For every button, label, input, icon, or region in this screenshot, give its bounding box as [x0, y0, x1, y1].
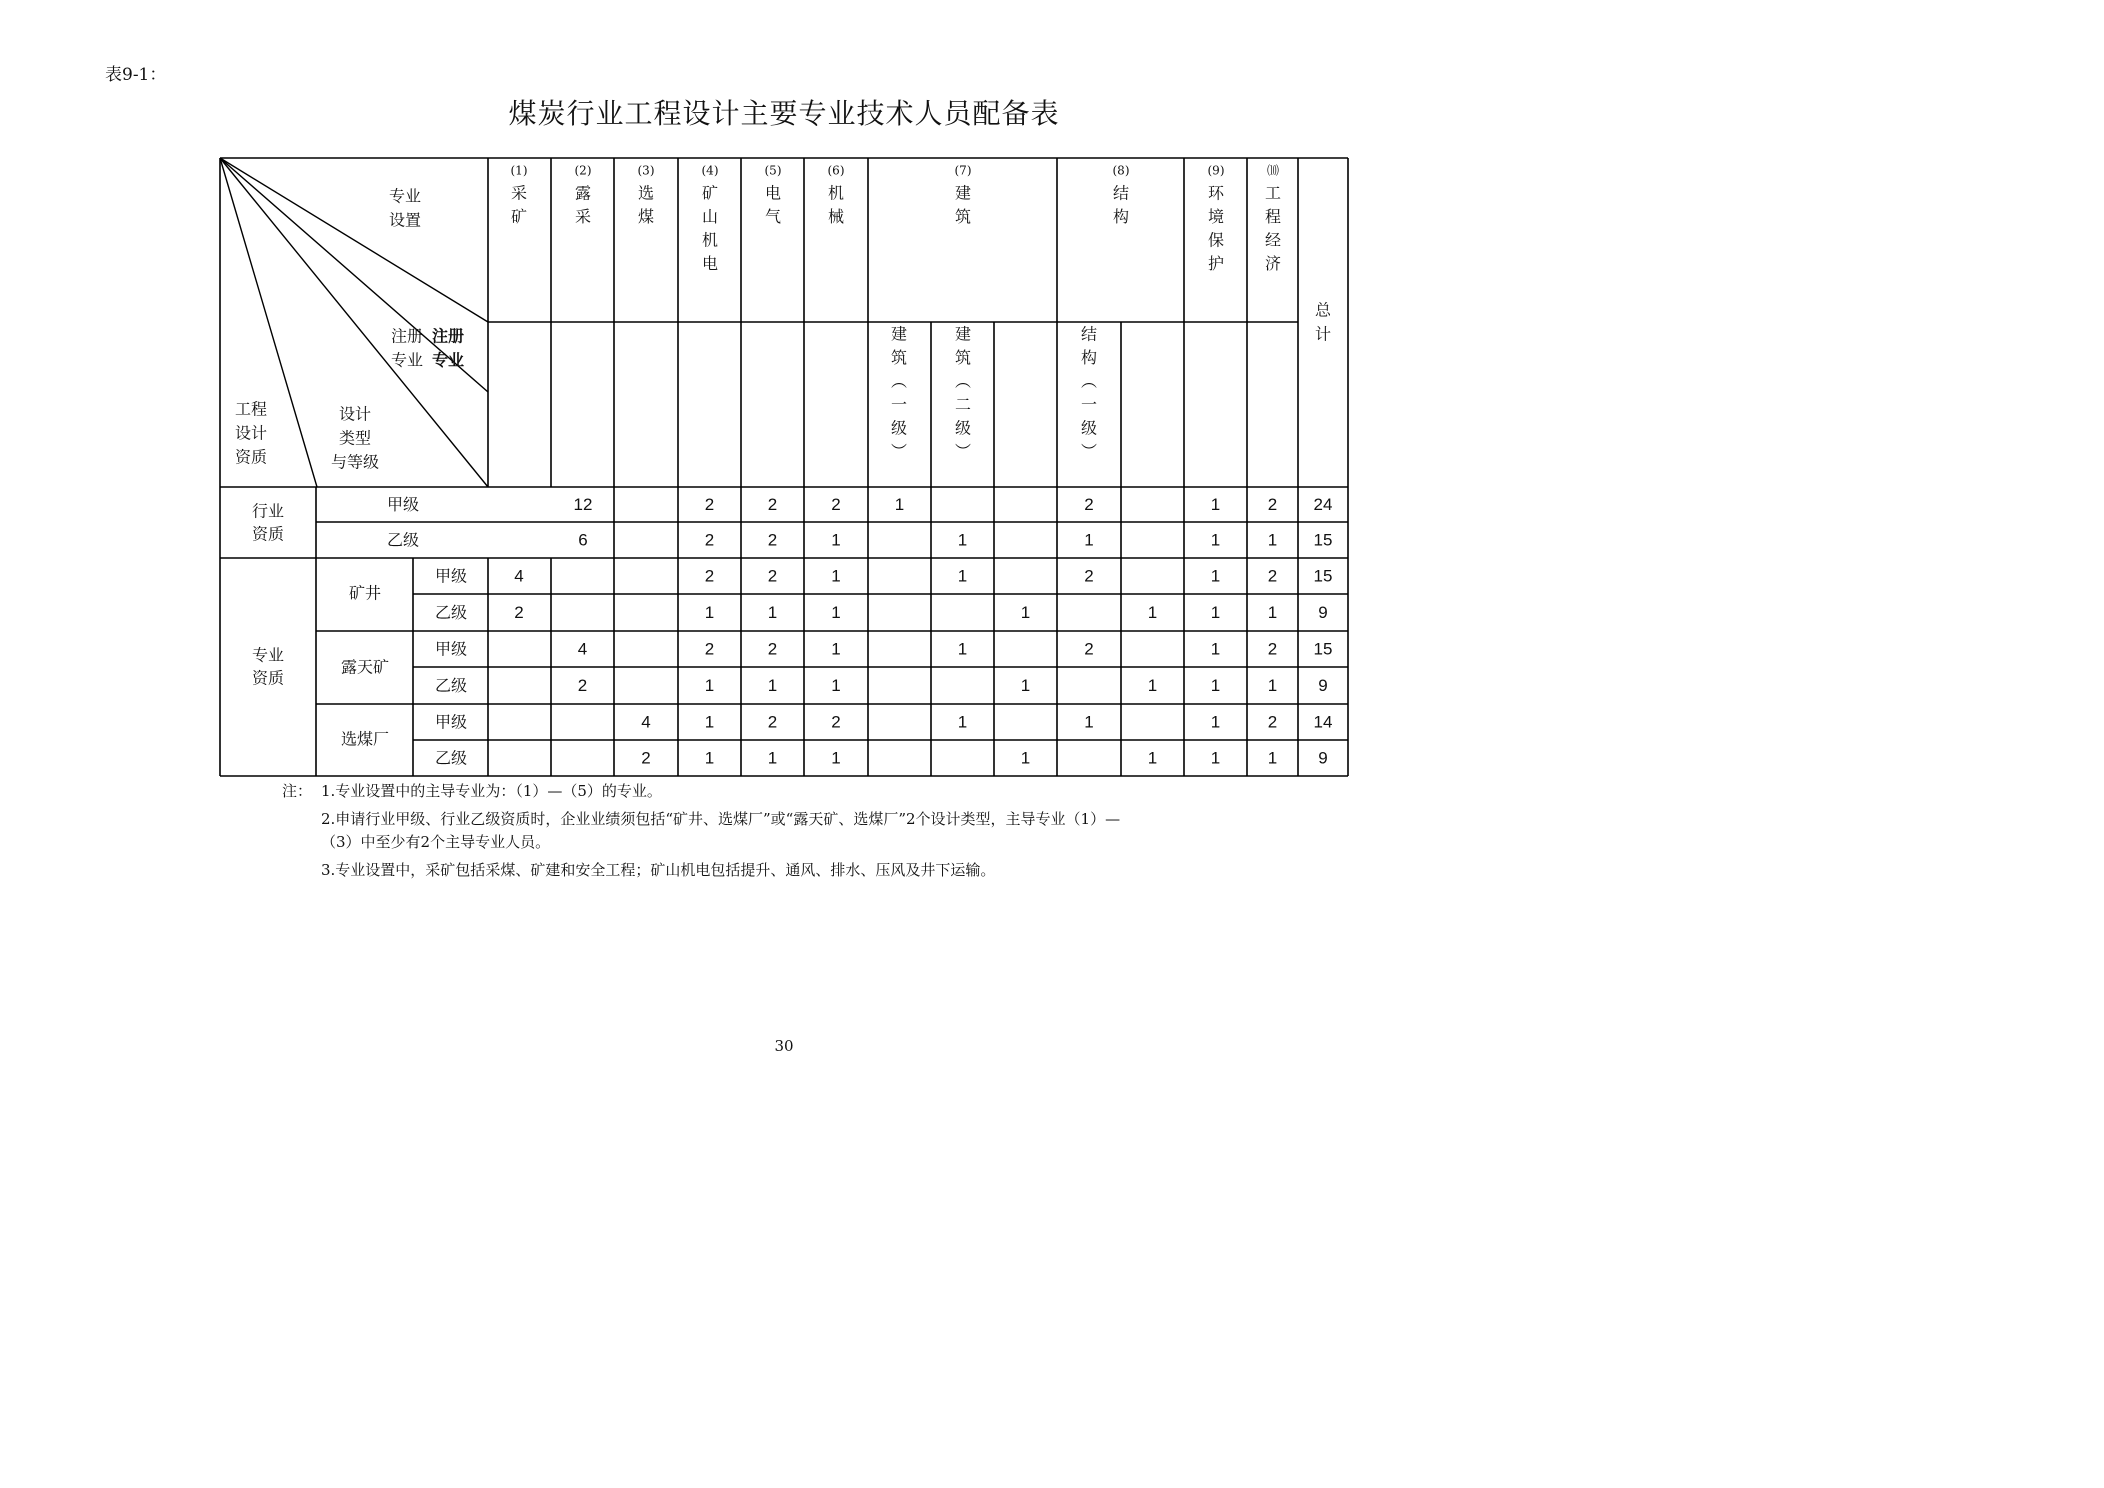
- value-cell: 2: [704, 530, 715, 550]
- value-cell: 1: [831, 566, 841, 586]
- specialty-number: (8): [1112, 163, 1130, 178]
- value-cell: 1: [1210, 602, 1221, 622]
- header-registered-label: 专业: [390, 350, 424, 370]
- value-cell: 1: [957, 712, 968, 732]
- registered-specialty-name: 二: [954, 395, 972, 414]
- group-label-professional: 专业: [251, 645, 285, 665]
- registered-specialty-name: ︵: [890, 371, 908, 391]
- value-cell: 1: [1147, 602, 1158, 622]
- registered-specialty-name: ︵: [1080, 371, 1098, 391]
- value-cell: 2: [704, 566, 715, 586]
- value-cell: 1: [767, 602, 778, 622]
- specialty-name: 电: [764, 183, 782, 203]
- total-cell: 9: [1318, 675, 1328, 695]
- value-cell: 1: [1210, 566, 1221, 586]
- value-cell: 1: [1084, 712, 1094, 732]
- value-cell: 1: [767, 748, 778, 768]
- design-type-label: 选煤厂: [340, 729, 390, 749]
- merged-value-cell: 6: [578, 530, 588, 550]
- value-cell: 4: [577, 639, 588, 659]
- header-specialty-label: 设置: [388, 210, 422, 230]
- value-cell: 1: [1210, 639, 1221, 659]
- header-specialty-label: 专业: [388, 186, 422, 206]
- value-cell: 2: [767, 639, 778, 659]
- value-cell: 1: [957, 566, 968, 586]
- specialty-name: 械: [827, 207, 845, 226]
- specialty-name: 筑: [954, 207, 972, 226]
- value-cell: 1: [894, 494, 905, 514]
- value-cell: 2: [831, 712, 841, 732]
- header-qualification-label: 资质: [234, 447, 268, 467]
- specialty-name: 经: [1264, 230, 1282, 250]
- total-cell: 24: [1313, 494, 1333, 514]
- header-design-type-label: 类型: [338, 428, 372, 448]
- value-cell: 1: [1210, 675, 1221, 695]
- header-design-type-label: 与等级: [330, 452, 380, 472]
- value-cell: 2: [1084, 639, 1094, 659]
- registered-specialty-name: 一: [890, 395, 908, 414]
- value-cell: 1: [1267, 602, 1278, 622]
- total-header: 总: [1314, 300, 1332, 320]
- registered-specialty-name: ︵: [954, 371, 972, 391]
- header-registered-label-bold: 专业: [431, 350, 465, 370]
- grade-label: 乙级: [434, 603, 468, 622]
- registered-specialty-name: 级: [1080, 418, 1098, 438]
- specialty-number: (6): [827, 163, 845, 178]
- value-cell: 2: [767, 494, 778, 514]
- value-cell: 1: [1020, 748, 1031, 768]
- group-label-industry: 资质: [251, 524, 285, 544]
- note-3: 3.专业设置中，采矿包括采煤、矿建和安全工程；矿山机电包括提升、通风、排水、压风及井下运输。: [321, 861, 996, 879]
- specialty-number: (2): [574, 163, 592, 178]
- specialty-name: 环: [1207, 183, 1225, 203]
- specialty-name: 矿: [510, 207, 528, 226]
- specialty-number: (4): [701, 163, 719, 178]
- value-cell: 2: [767, 566, 778, 586]
- grade-label: 乙级: [434, 748, 468, 768]
- specialty-name: 境: [1207, 207, 1225, 226]
- value-cell: 2: [514, 602, 524, 622]
- value-cell: 2: [1267, 639, 1278, 659]
- value-cell: 1: [1147, 748, 1158, 768]
- specialty-number: (3): [637, 163, 655, 178]
- specialty-name: 气: [764, 207, 782, 226]
- table-label: 表9-1：: [105, 65, 167, 85]
- note-2-line-1: 2.申请行业甲级、行业乙级资质时，企业业绩须包括“矿井、选煤厂”或“露天矿、选煤厂”2个设计类型，主导专业（1）—: [321, 810, 1121, 828]
- value-cell: 1: [831, 748, 841, 768]
- value-cell: 1: [1267, 748, 1278, 768]
- value-cell: 1: [831, 530, 841, 550]
- group-label-industry: 行业: [251, 501, 285, 521]
- page-number: 30: [774, 1037, 794, 1055]
- specialty-name: 程: [1264, 207, 1282, 226]
- registered-specialty-name: 结: [1080, 324, 1098, 344]
- specialty-name: 工: [1264, 183, 1282, 203]
- specialty-number: (5): [764, 163, 782, 178]
- specialty-name: 结: [1112, 183, 1130, 203]
- specialty-name: 选: [637, 183, 655, 203]
- design-type-label: 矿井: [348, 583, 382, 603]
- grade-label: 甲级: [434, 566, 468, 586]
- value-cell: 1: [1210, 494, 1221, 514]
- page-title: 煤炭行业工程设计主要专业技术人员配备表: [508, 97, 1060, 130]
- registered-specialty-name: 建: [890, 324, 908, 344]
- specialty-name: 护: [1207, 254, 1225, 273]
- registered-specialty-name: ︶: [890, 442, 908, 461]
- value-cell: 2: [704, 494, 715, 514]
- grade-label: 甲级: [386, 495, 420, 514]
- value-cell: 2: [1084, 494, 1094, 514]
- registered-specialty-name: 建: [954, 324, 972, 344]
- value-cell: 2: [1267, 712, 1278, 732]
- specialty-name: 机: [701, 230, 719, 250]
- value-cell: 1: [831, 602, 841, 622]
- total-cell: 15: [1313, 530, 1333, 550]
- note-2-line-2: （3）中至少有2个主导专业人员。: [321, 833, 551, 851]
- value-cell: 1: [1210, 530, 1221, 550]
- specialty-name: 采: [574, 207, 592, 226]
- value-cell: 1: [704, 712, 715, 732]
- design-type-label: 露天矿: [340, 657, 390, 677]
- value-cell: 1: [957, 639, 968, 659]
- header-qualification-label: 工程: [234, 399, 268, 419]
- value-cell: 1: [1147, 675, 1158, 695]
- specialty-number: (7): [954, 163, 972, 178]
- value-cell: 1: [704, 602, 715, 622]
- group-label-professional: 资质: [251, 668, 285, 688]
- specialty-number: ⑽: [1266, 163, 1280, 178]
- value-cell: 4: [641, 712, 651, 732]
- registered-specialty-name: 一: [1080, 395, 1098, 414]
- value-cell: 1: [704, 748, 715, 768]
- specialty-name: 建: [954, 183, 972, 203]
- value-cell: 4: [514, 566, 524, 586]
- value-cell: 1: [831, 639, 841, 659]
- diagonal-line-1: [220, 158, 488, 322]
- specialty-name: 露: [574, 183, 592, 203]
- value-cell: 1: [1020, 675, 1031, 695]
- specialty-number: (9): [1207, 163, 1225, 178]
- value-cell: 2: [831, 494, 841, 514]
- total-cell: 15: [1313, 639, 1333, 659]
- total-cell: 15: [1313, 566, 1333, 586]
- value-cell: 2: [1084, 566, 1094, 586]
- value-cell: 2: [641, 748, 651, 768]
- total-cell: 14: [1313, 712, 1333, 732]
- grade-label: 甲级: [434, 712, 468, 732]
- value-cell: 1: [1084, 530, 1094, 550]
- value-cell: 1: [1210, 712, 1221, 732]
- specialty-name: 矿: [701, 183, 719, 203]
- value-cell: 1: [704, 675, 715, 695]
- merged-value-cell: 12: [573, 494, 593, 514]
- specialty-name: 保: [1207, 230, 1225, 250]
- specialty-name: 机: [827, 183, 845, 203]
- specialty-name: 煤: [637, 207, 655, 226]
- grade-label: 乙级: [386, 530, 420, 550]
- value-cell: 2: [1267, 566, 1278, 586]
- specialty-name: 济: [1264, 254, 1282, 273]
- note-1: 1.专业设置中的主导专业为：（1）—（5）的专业。: [321, 782, 662, 800]
- registered-specialty-name: 构: [1080, 348, 1098, 367]
- registered-specialty-name: ︶: [1080, 442, 1098, 461]
- specialty-name: 构: [1112, 207, 1130, 226]
- value-cell: 2: [577, 675, 588, 695]
- value-cell: 1: [1267, 675, 1278, 695]
- value-cell: 1: [957, 530, 968, 550]
- specialty-name: 采: [510, 183, 528, 203]
- value-cell: 2: [1267, 494, 1278, 514]
- grade-label: 乙级: [434, 676, 468, 695]
- value-cell: 1: [767, 675, 778, 695]
- value-cell: 2: [767, 712, 778, 732]
- header-registered-label: 注册: [390, 326, 424, 346]
- header-registered-label-bold: 注册: [431, 326, 465, 346]
- total-cell: 9: [1318, 602, 1328, 622]
- specialty-name: 山: [701, 207, 719, 226]
- value-cell: 2: [767, 530, 778, 550]
- total-header: 计: [1314, 324, 1332, 344]
- value-cell: 1: [1210, 748, 1221, 768]
- specialty-name: 电: [701, 254, 719, 273]
- header-qualification-label: 设计: [234, 423, 268, 443]
- registered-specialty-name: ︶: [954, 442, 972, 461]
- value-cell: 1: [1267, 530, 1278, 550]
- header-design-type-label: 设计: [338, 404, 372, 424]
- registered-specialty-name: 级: [954, 418, 972, 438]
- specialty-number: (1): [510, 163, 528, 178]
- value-cell: 1: [1020, 602, 1031, 622]
- notes-prefix: 注：: [282, 782, 313, 800]
- value-cell: 2: [704, 639, 715, 659]
- registered-specialty-name: 级: [890, 418, 908, 438]
- registered-specialty-name: 筑: [890, 348, 908, 367]
- value-cell: 1: [831, 675, 841, 695]
- total-cell: 9: [1318, 748, 1328, 768]
- registered-specialty-name: 筑: [954, 348, 972, 367]
- grade-label: 甲级: [434, 639, 468, 659]
